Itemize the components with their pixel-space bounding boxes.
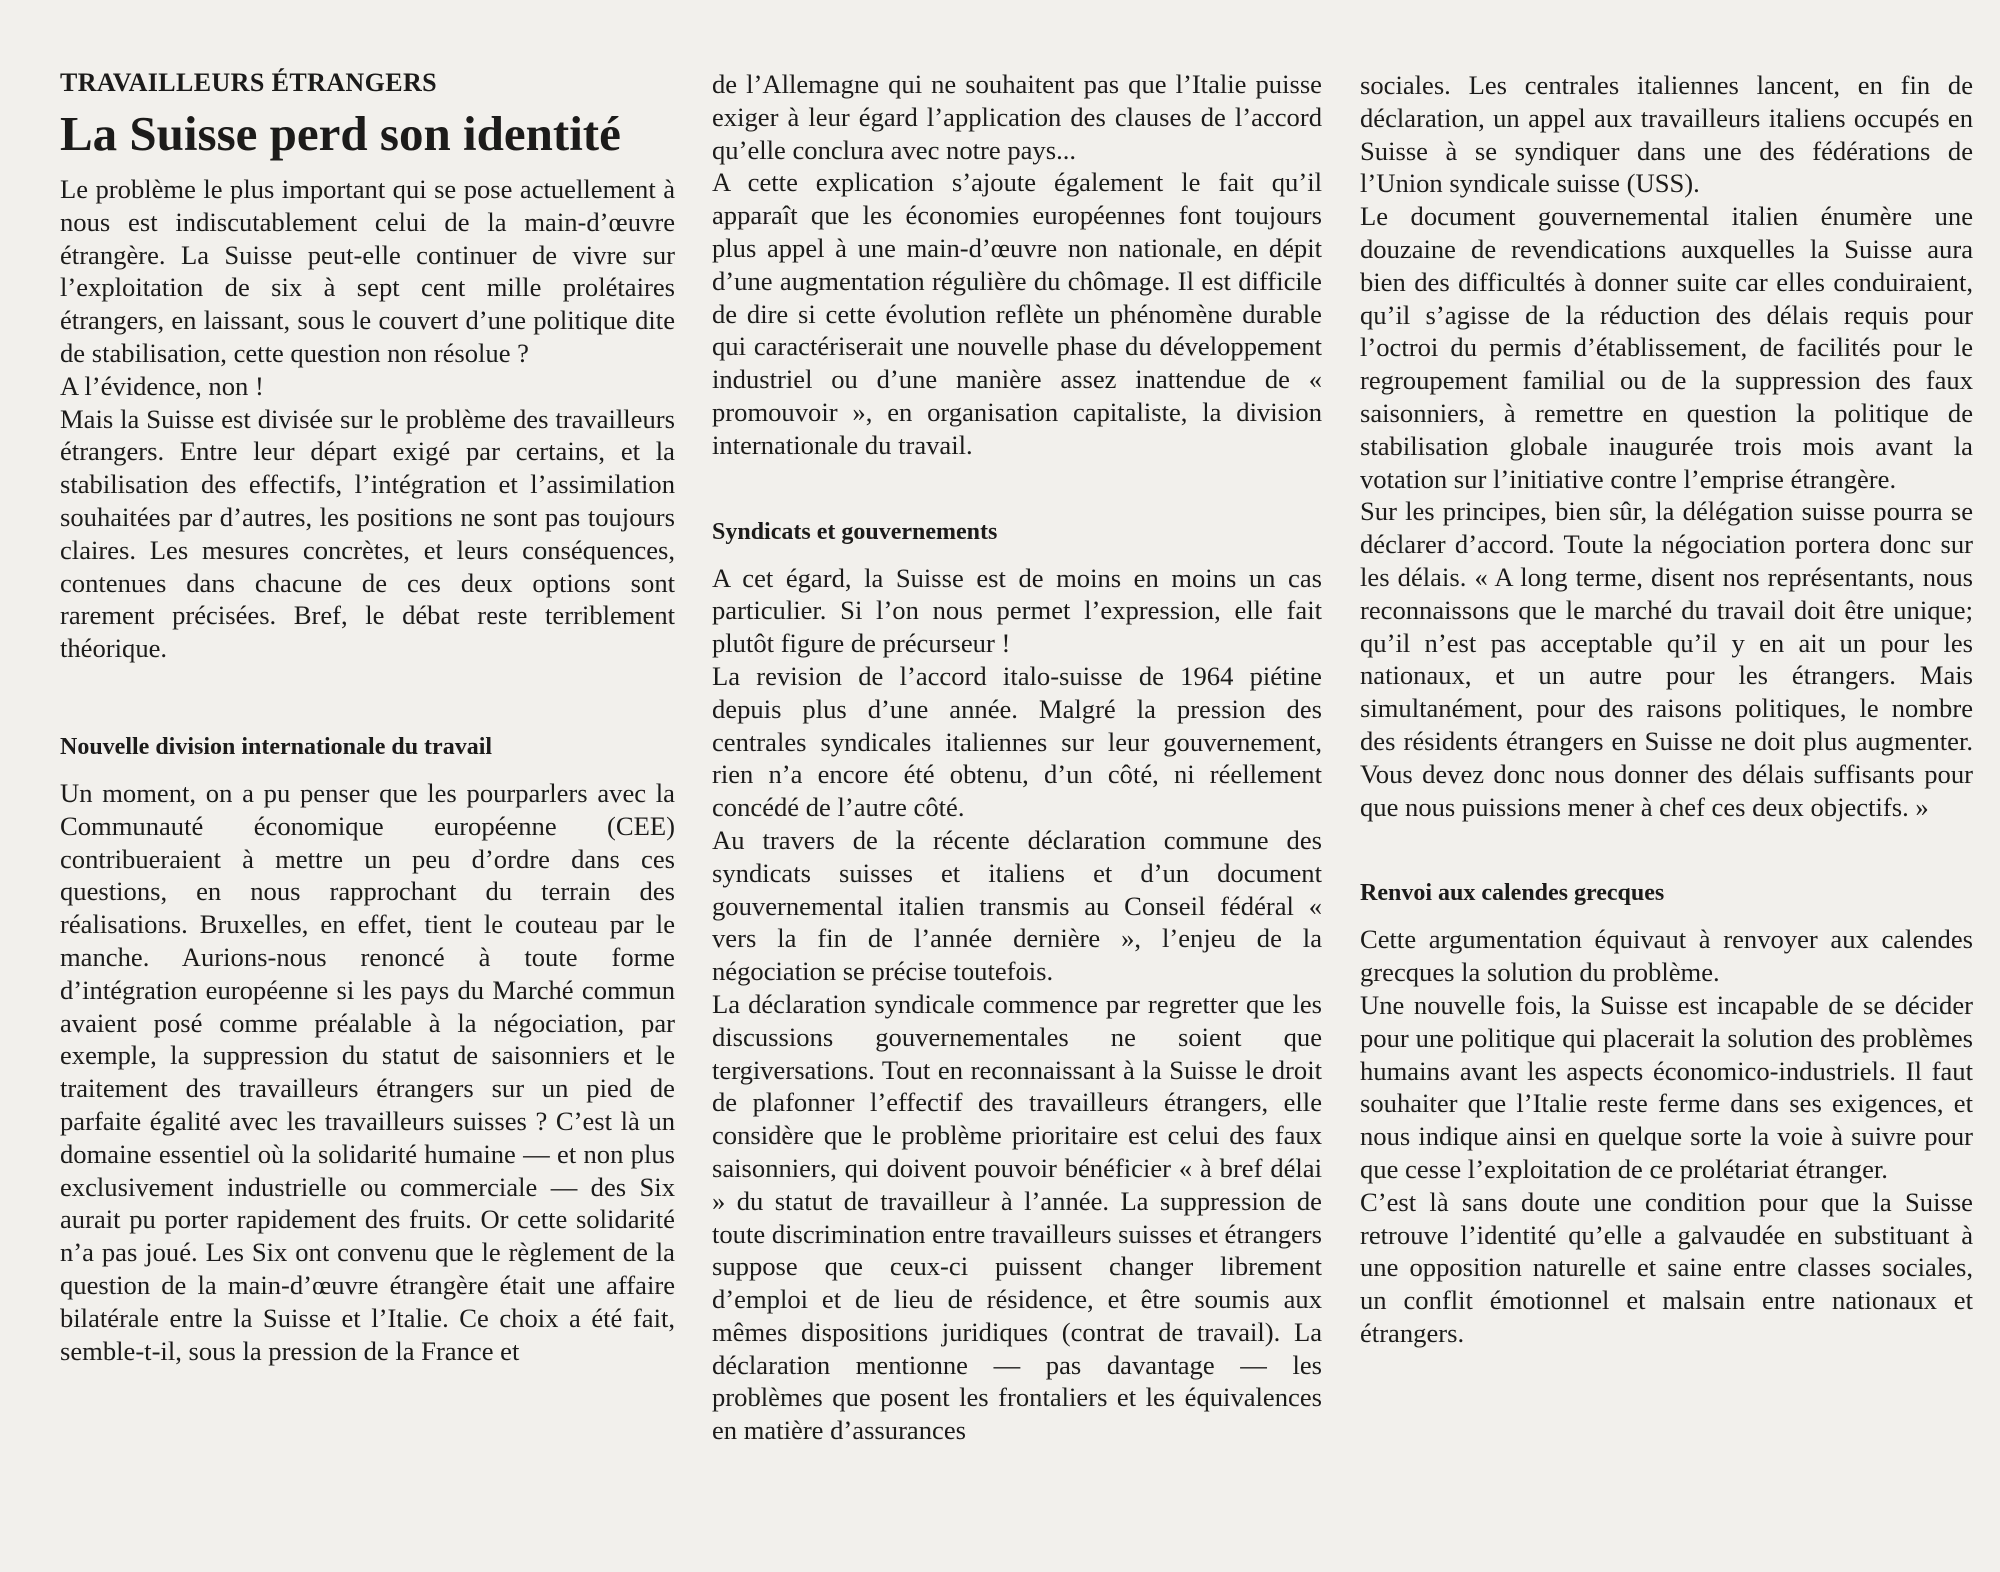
- paragraph: A l’évidence, non !: [60, 370, 264, 401]
- section-heading: Nouvelle division internationale du travail: [60, 733, 493, 760]
- paragraph: Le problème le plus important qui se pose actuellement à nous est indiscutablement celui de la main-d’œuvre étrangère. La Suisse peut-elle continuer de vivre sur l’exploitation de six à sept cent mille prolétaires étrangers, en laissant, sous le couvert d’une politique dite de stabilisation, cette question non résolue ?: [60, 174, 675, 368]
- article-title: La Suisse perd son identité: [60, 106, 621, 161]
- paragraph: A cet égard, la Suisse est de moins en moins un cas particulier. Si l’on nous permet l’expression, elle fait plutôt figure de précurseur !: [712, 562, 1322, 659]
- paragraph: Un moment, on a pu penser que les pourparlers avec la Communauté économique européenne (CEE) contribueraient à mettre un peu d’ordre dans ces questions, en nous rapprochant du terrain des réalisations. Bruxelles, en effet, tient le couteau par le manche. Aurions-nous renoncé à toute forme d’intégration européenne si les pays du Marché commun avaient posé comme préalable à la négociation, par exemple, la suppression du statut de saisonniers et le traitement des travailleurs étrangers sur un pied de parfaite égalité avec les travailleurs suisses ? C’est là un domaine essentiel où la solidarité humaine — et non plus exclusivement industrielle ou commerciale — des Six aurait pu porter rapidement des fruits. Or cette solidarité n’a pas joué. Les Six ont convenu que le règlement de la question de la main-d’œuvre étrangère était une affaire bilatérale entre la Suisse et l’Italie. Ce choix a été fait, semble-t-il, sous la pression de la France et: [60, 777, 675, 1366]
- paragraph: C’est là sans doute une condition pour que la Suisse retrouve l’identité qu’elle a galvaudée en substituant à une opposition naturelle et saine entre classes sociales, un conflit émotionnel et malsain entre nationaux et étrangers.: [1360, 1186, 1973, 1348]
- paragraph: A cette explication s’ajoute également le fait qu’il apparaît que les économies européennes font toujours plus appel à une main-d’œuvre non nationale, en dépit d’une augmentation régulière du chômage. Il est difficile de dire si cette évolution reflète un phénomène durable qui caractériserait une nouvelle phase du développement industriel ou d’une manière assez inattendue de « promouvoir », en organisation capitaliste, la division internationale du travail.: [712, 167, 1322, 460]
- paragraph: sociales. Les centrales italiennes lancent, en fin de déclaration, un appel aux travailleurs italiens occupés en Suisse à se syndiquer dans une des fédérations de l’Union syndicale suisse (USS).: [1360, 70, 1973, 199]
- paragraph: Mais la Suisse est divisée sur le problème des travailleurs étrangers. Entre leur départ exigé par certains, et la stabilisation des effectifs, l’intégration et l’assimilation souhaitées par d’autres, les positions ne sont pas toujours claires. Les mesures concrètes, et leurs conséquences, contenues dans chacune de ces deux options sont rarement précisées. Bref, le débat reste terriblement théorique.: [60, 403, 675, 664]
- article-column-2: [712, 68, 1322, 1447]
- paragraph: Sur les principes, bien sûr, la délégation suisse pourra se déclarer d’accord. Toute la négociation portera donc sur les délais. « A long terme, disent nos représentants, nous reconnaissons que le marché du travail doit être unique; qu’il n’est pas acceptable qu’il y en ait un pour les nationaux, et un autre pour les étrangers. Mais simultanément, pour des raisons politiques, le nombre des résidents étrangers en Suisse ne doit plus augmenter. Vous devez donc nous donner des délais suffisants pour que nous puissions mener à chef ces deux objectifs. »: [1360, 496, 1973, 822]
- article-column-3: [1360, 69, 1973, 1350]
- section-heading: Syndicats et gouvernements: [712, 518, 998, 545]
- paragraph: La déclaration syndicale commence par regretter que les discussions gouvernementales ne soient que tergiversations. Tout en reconnaissant à la Suisse le droit de plafonner l’effectif des travailleurs étrangers, elle considère que le problème prioritaire est celui des faux saisonniers, qui doivent pouvoir bénéficier « à bref délai » du statut de travailleur à l’année. La suppression de toute discrimination entre travailleurs suisses et étrangers suppose que ceux-ci puissent changer librement d’emploi et de lieu de résidence, et être soumis aux mêmes dispositions juridiques (contrat de travail). La déclaration mentionne — pas davantage — les problèmes que posent les frontaliers et les équivalences en matière d’assurances: [712, 988, 1322, 1446]
- paragraph: de l’Allemagne qui ne souhaitent pas que l’Italie puisse exiger à leur égard l’application des clauses de l’accord qu’elle conclura avec notre pays...: [712, 69, 1322, 165]
- paragraph: Au travers de la récente déclaration commune des syndicats suisses et italiens et d’un document gouvernemental italien transmis au Conseil fédéral « vers la fin de l’année dernière », l’enjeu de la négociation se précise toutefois.: [712, 824, 1322, 987]
- paragraph: La revision de l’accord italo-suisse de 1964 piétine depuis plus d’une année. Malgré la pression des centrales syndicales italiennes sur leur gouvernement, rien n’a encore été obtenu, d’un côté, ni réellement concédé de l’autre côté.: [712, 660, 1322, 823]
- section-heading: Renvoi aux calendes grecques: [1360, 880, 1665, 907]
- paragraph: Une nouvelle fois, la Suisse est incapable de se décider pour une politique qui placerait la solution des problèmes humains avant les aspects économico-industriels. Il faut souhaiter que l’Italie reste ferme dans ses exigences, et nous indique ainsi en quelque sorte la voie à suivre pour que cesse l’exploitation de ce prolétariat étranger.: [1360, 989, 1973, 1184]
- paragraph: Cette argumentation équivaut à renvoyer aux calendes grecques la solution du problème.: [1360, 924, 1973, 988]
- article-kicker: TRAVAILLEURS ÉTRANGERS: [60, 68, 438, 97]
- paragraph: Le document gouvernemental italien énumère une douzaine de revendications auxquelles la Suisse aura bien des difficultés à donner suite car elles conduiraient, qu’il s’agisse de la réduction des délais requis pour l’octroi du permis d’établissement, de facilités pour le regroupement familial ou de la suppression des faux saisonniers, à remettre en question la politique de stabilisation globale inaugurée trois mois avant la votation sur l’initiative contre l’emprise étrangère.: [1360, 201, 1973, 494]
- article-column-1: [60, 68, 675, 1367]
